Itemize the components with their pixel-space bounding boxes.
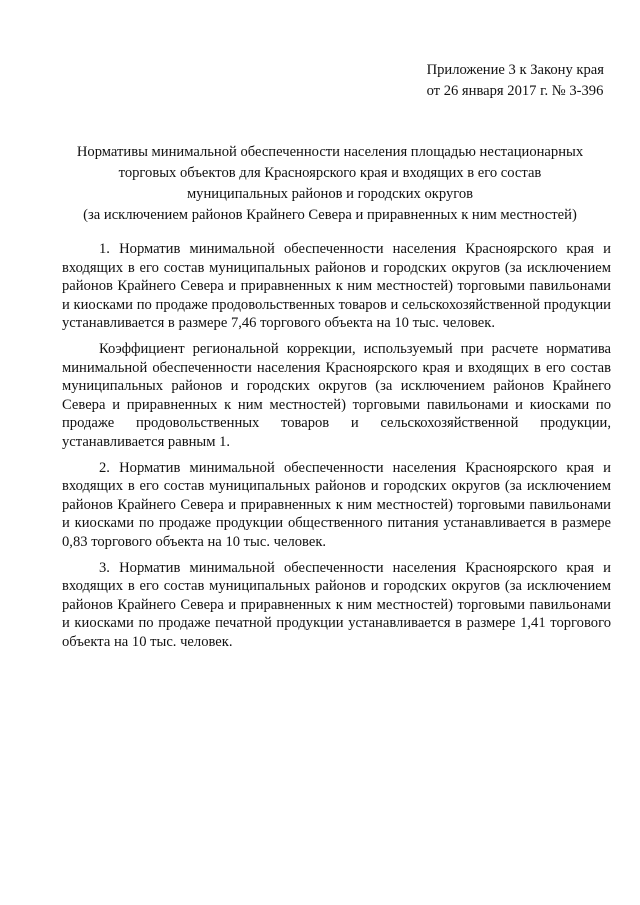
paragraph-1: 1. Норматив минимальной обеспеченности населения Красноярского края и входящих в его состав муниципальных районов и городских округов (за исключением районов Крайнего Севера и приравненных к ним местностей) торговыми павильонами и киосками по продаже продовольственных товаров и сельскохозяйственной продукции устанавливается в размере 7,46 торгового объекта на 10 тыс. человек.: [62, 241, 611, 332]
paragraph-coefficient: Коэффициент региональной коррекции, используемый при расчете норматива минимальной обеспеченности населения Красноярского края и входящих в его состав муниципальных районов и городских округов (за исключением районов Крайнего Севера и приравненных к ним местностей) торговыми павильонами и киосками по продаже продовольственных товаров и сельскохозяйственной продукции, устанавливается равным 1.: [62, 340, 611, 450]
appendix-header: [427, 60, 604, 102]
document-title: [56, 142, 604, 226]
document-body: [62, 240, 611, 651]
paragraph-3: 3. Норматив минимальной обеспеченности населения Красноярского края и входящих в его состав муниципальных районов и городских округов (за исключением районов Крайнего Севера и приравненных к ним местностей) торговыми павильонами и киосками по продаже печатной продукции устанавливается в размере 1,41 торгового объекта на 10 тыс. человек.: [62, 559, 611, 650]
title-line-3: муниципальных районов и городских округов: [186, 186, 474, 202]
title-line-2: торговых объектов для Красноярского края и входящих в его состав: [118, 165, 542, 181]
title-line-1: Нормативы минимальной обеспеченности населения площадью нестационарных: [76, 144, 584, 160]
paragraph-2: 2. Норматив минимальной обеспеченности населения Красноярского края и входящих в его состав муниципальных районов и городских округов (за исключением районов Крайнего Севера и приравненных к ним местностей) торговыми павильонами и киосками по продаже продукции общественного питания устанавливается в размере 0,83 торгового объекта на 10 тыс. человек.: [62, 459, 611, 550]
title-line-4: (за исключением районов Крайнего Севера и приравненных к ним местностей): [83, 207, 577, 223]
appendix-line-2: от 26 января 2017 г. № 3-396: [426, 83, 604, 99]
appendix-line-1: Приложение 3 к Закону края: [426, 62, 604, 78]
